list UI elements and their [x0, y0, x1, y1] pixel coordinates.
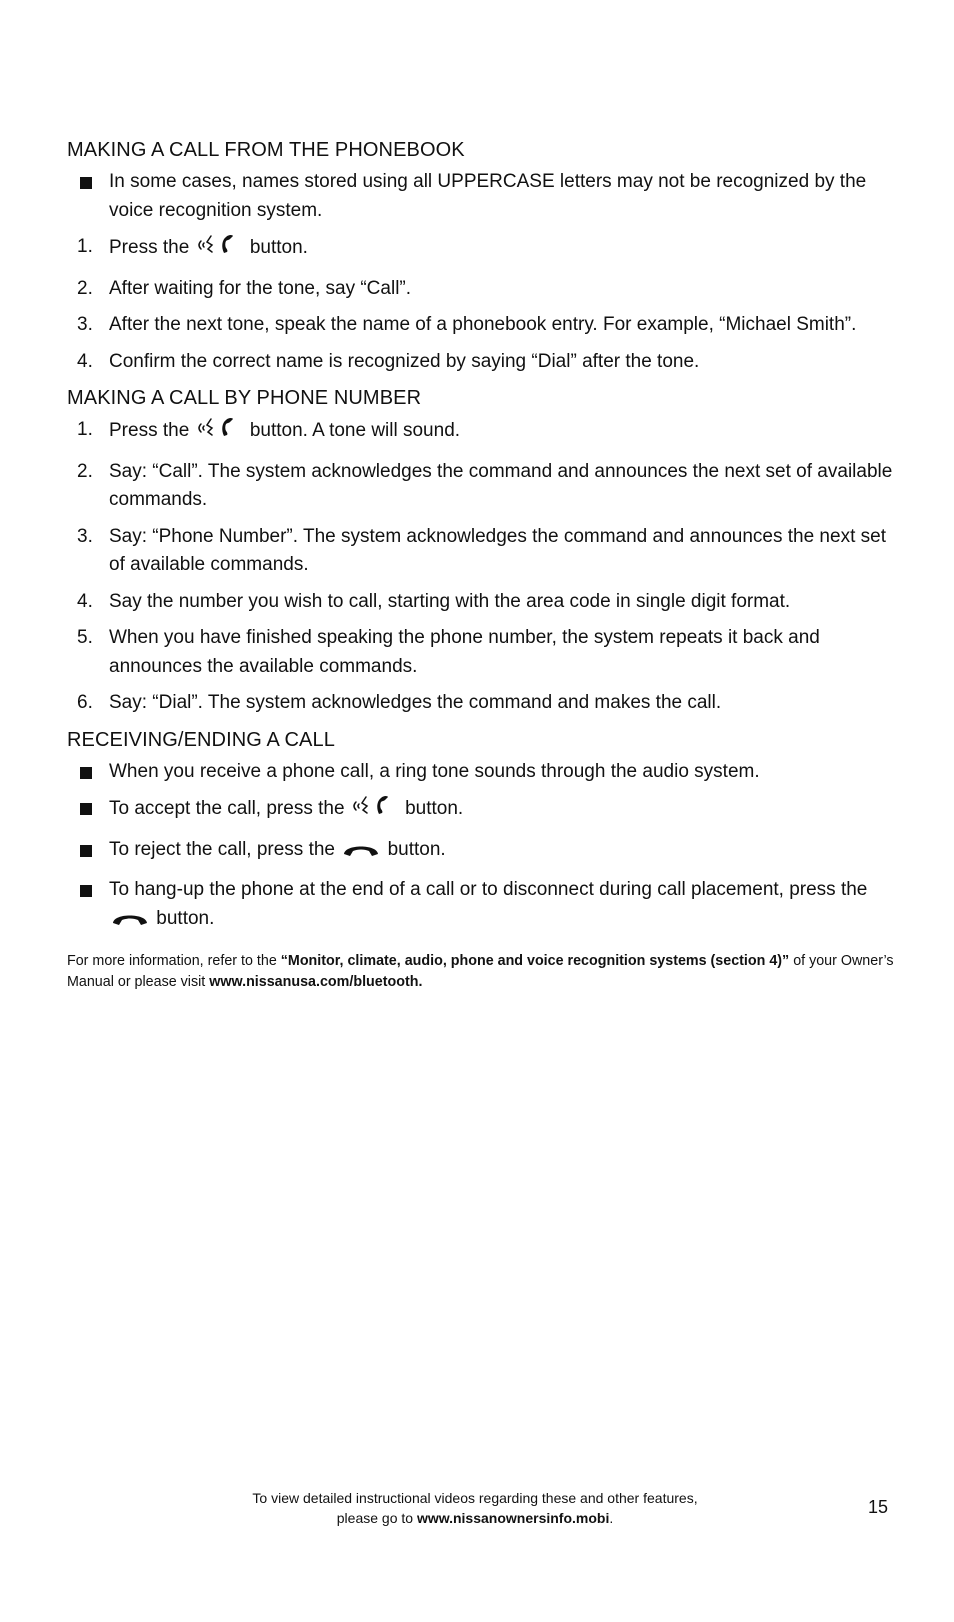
step-item: 2. After waiting for the tone, say “Call”. [77, 277, 412, 299]
phone-hang-up-icon [111, 909, 149, 938]
bluetooth-url: www.nissanusa.com/bluetooth. [209, 974, 423, 990]
step-item: 5. When you have finished speaking the phone number, the system repeats it back and announces the available commands. [77, 627, 820, 677]
manual-section-reference: “Monitor, climate, audio, phone and voice recognition systems (section 4)” [280, 953, 790, 969]
owners-info-url: www.nissanownersinfo.mobi [416, 1510, 610, 1526]
page-number: 15 [868, 1497, 889, 1517]
step-item: 6. Say: “Dial”. The system acknowledges the command and makes the call. [77, 692, 722, 713]
bullet-item: In some cases, names stored using all UPPERCASE letters may not be recognized by the voice recognition system. [67, 168, 897, 225]
step-item: 3. After the next tone, speak the name of a phonebook entry. For example, “Michael Smith”. [77, 314, 857, 335]
step-item: 1. Press the button. A tone will sound. [67, 416, 897, 450]
section-heading-phone-number: MAKING A CALL BY PHONE NUMBER [67, 387, 422, 409]
step-item: 4. Confirm the correct name is recognized by saying “Dial” after the tone. [77, 350, 700, 372]
bullet-square [80, 767, 92, 779]
phone-hang-up-icon [342, 840, 380, 869]
step-item: 1. Press the button. [67, 233, 897, 267]
bullet-item: To accept the call, press the button. [67, 794, 897, 828]
step-item: 3. Say: “Phone Number”. The system acknowledges the command and announces the next set of available commands. [77, 525, 886, 575]
video-info-footer: To view detailed instructional videos regarding these and other features, please go to www.nissanownersinfo.mobi. [252, 1490, 698, 1526]
section-heading-phonebook: MAKING A CALL FROM THE PHONEBOOK [67, 139, 465, 161]
more-info-note: For more information, refer to the “Monitor, climate, audio, phone and voice recognition systems (section 4)” of your Owner’s Manual or please visit www.nissanusa.com/bluetooth. [67, 953, 894, 990]
bullet-square [80, 177, 92, 189]
bullet-square [80, 803, 92, 815]
section-heading-receiving-ending: RECEIVING/ENDING A CALL [67, 728, 335, 751]
voice-phone-icon [197, 416, 243, 450]
bullet-item: To hang-up the phone at the end of a call or to disconnect during call placement, press the button. [67, 876, 897, 937]
step-item: 4. Say the number you wish to call, starting with the area code in single digit format. [77, 590, 791, 612]
bullet-item: To reject the call, press the button. [67, 836, 897, 869]
bullet-square [80, 885, 92, 897]
voice-phone-icon [352, 794, 398, 828]
bullet-square [80, 845, 92, 857]
voice-phone-icon [197, 233, 243, 267]
step-item: 2. Say: “Call”. The system acknowledges the command and announces the next set of available commands. [77, 460, 893, 510]
bullet-item: When you receive a phone call, a ring tone sounds through the audio system. [67, 758, 897, 787]
page-content [67, 136, 897, 993]
